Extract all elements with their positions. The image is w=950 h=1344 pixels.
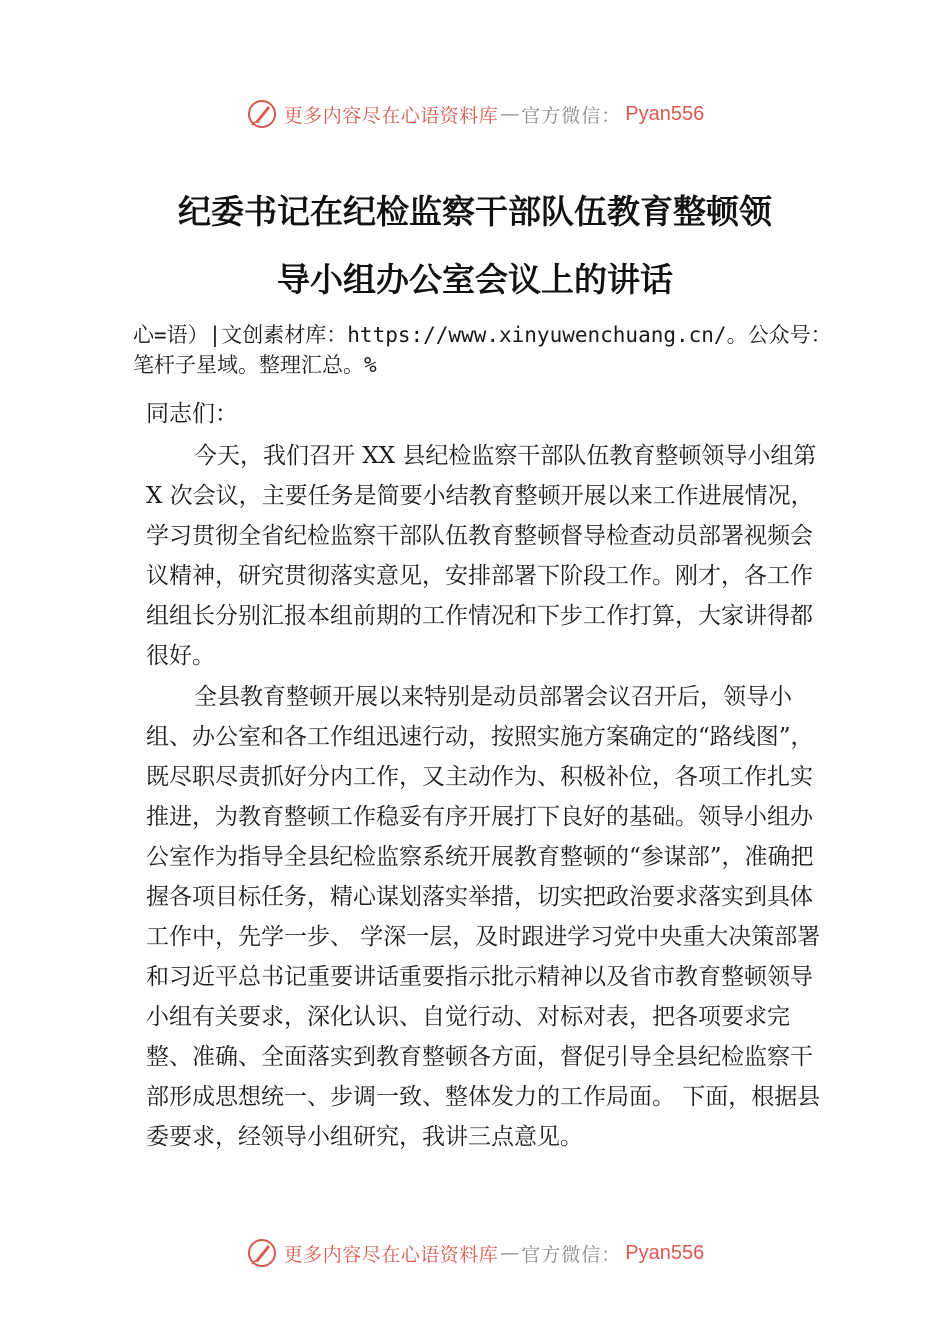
- greeting: 同志们：: [146, 401, 238, 427]
- document-title-line-1: 纪委书记在纪检监察干部队伍教育整顿领: [178, 192, 772, 231]
- paragraph-1: 今天，我们召开 XX 县纪检监察干部队伍教育整顿领导小组第 X 次会议，主要任务是简要小结教育整顿开展以来工作进展情况，学习贯彻全省纪检监察干部队伍教育整顿督导检查动员部署视频会议精神，研究贯彻落实意见，安排部署下阶段工作。刚才，各工作组组长分别汇报本组前期的工作情况和下步工作打算，大家讲得都很好。: [146, 443, 817, 669]
- banner-separator: —: [500, 103, 520, 125]
- document-title-line-2: 导小组办公室会议上的讲话: [277, 260, 673, 299]
- paragraph-2: 全县教育整顿开展以来特别是动员部署会议召开后，领导小组、办公室和各工作组迅速行动，按照实施方案确定的“路线图”，既尽职尽责抓好分内工作，又主动作为、积极补位，各项工作扎实推进，为教育整顿工作稳妥有序开展打下良好的基础。领导小组办公室作为指导全县纪检监察系统开展教育整顿的“参谋部”，准确把握各项目标任务，精心谋划落实举措，切实把政治要求落实到具体工作中，先学一步、 学深一层，及时跟进学习党中央重大决策部署和习近平总书记重要讲话重要指示批示精神以及省市教育整顿领导小组有关要求，深化认识、自觉行动、对标对表，把各项要求完整、准确、全面落实到教育整顿各方面，督促引导全县纪检监察干部形成思想统一、步调一致、整体发力的工作局面。 下面，根据县委要求，经领导小组研究，我讲三点意见。: [146, 684, 821, 1150]
- source-note: 心=语）|文创素材库：https://www.xinyuwenchuang.cn/。公众号：笔杆子星域。整理汇总。%: [133, 323, 832, 377]
- footer-wechat-id: Pyan556: [625, 1241, 705, 1264]
- header-banner: [0, 96, 950, 132]
- quill-logo-icon: [246, 1237, 278, 1269]
- footer-brand-text: 更多内容尽在心语资料库: [283, 1243, 499, 1266]
- footer-separator: —: [500, 1242, 520, 1264]
- footer-wechat-label: 官方微信：: [521, 1243, 622, 1266]
- quill-logo-icon: [246, 98, 278, 130]
- banner-brand-text: 更多内容尽在心语资料库: [283, 104, 499, 127]
- banner-wechat-label: 官方微信：: [521, 104, 622, 127]
- banner-wechat-id: Pyan556: [625, 102, 705, 125]
- footer-banner: [0, 1235, 950, 1271]
